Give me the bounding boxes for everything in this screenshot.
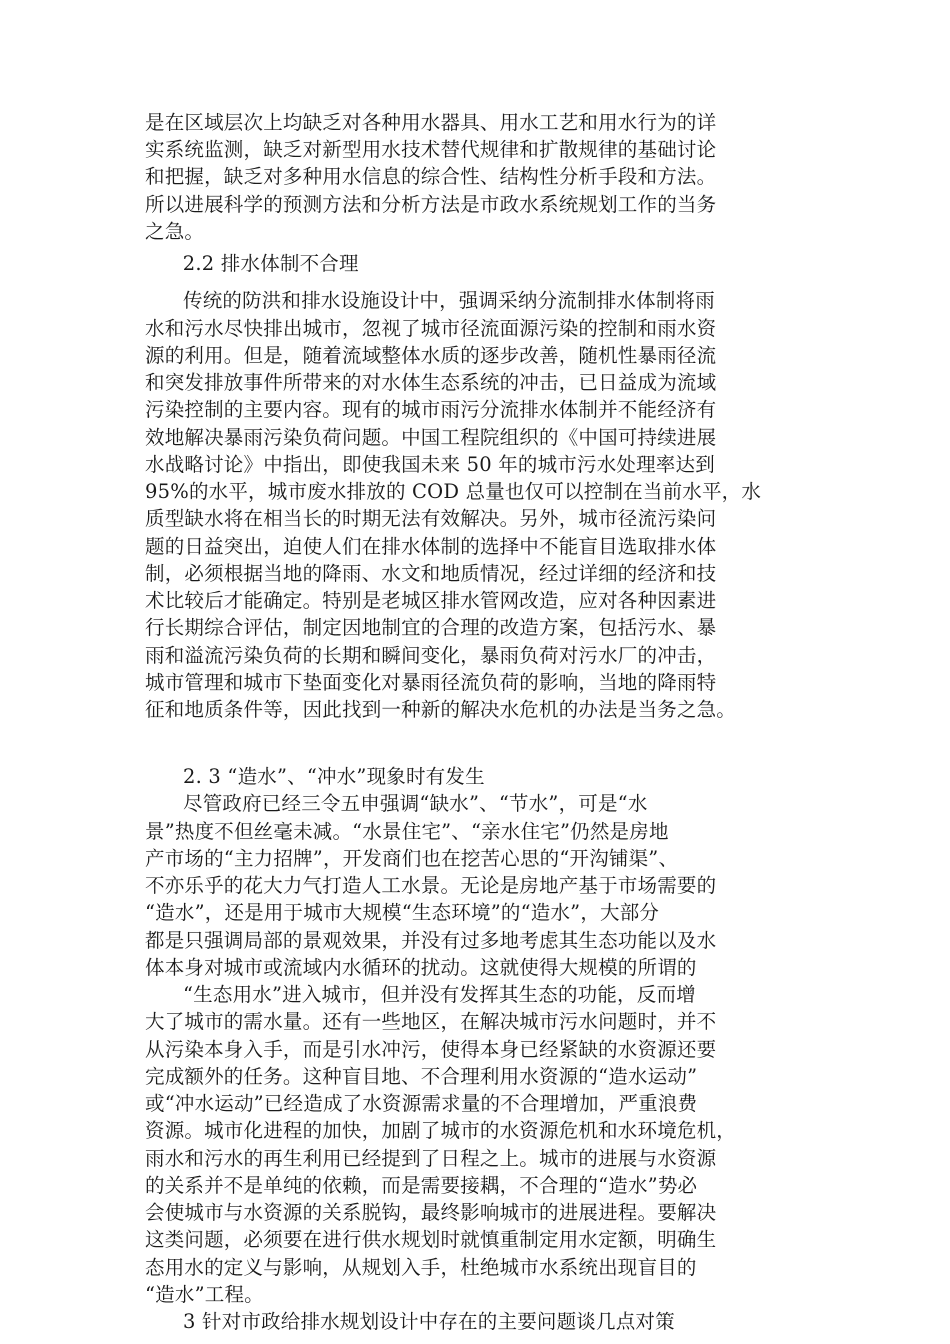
text-line: 体本身对城市或流域内水循环的扰动。这就使得大规模的所谓的: [145, 956, 697, 979]
text-line: 行长期综合评估，制定因地制宜的合理的改造方案，包括污水、暴: [145, 616, 717, 639]
text-line: 不亦乐乎的花大力气打造人工水景。无论是房地产基于市场需要的: [145, 874, 717, 897]
text-line: 都是只强调局部的景观效果，并没有过多地考虑其生态功能以及水: [145, 929, 717, 952]
text-line: 态用水的定义与影响，从规划入手，杜绝城市水系统出现盲目的: [145, 1256, 697, 1279]
text-line: “造水”工程。: [145, 1283, 264, 1306]
text-line: 城市管理和城市下垫面变化对暴雨径流负荷的影响，当地的降雨特: [145, 671, 717, 694]
text-line: 产市场的“主力招牌”，开发商们也在挖苦心思的“开沟铺渠”、: [145, 847, 679, 870]
section-heading: 2.2 排水体制不合理: [170, 252, 359, 275]
text-line: “造水”，还是用于城市大规模“生态环境”的“造水”，大部分: [145, 901, 660, 924]
text-line: 传统的防洪和排水设施设计中，强调采纳分流制排水体制将雨: [183, 289, 715, 312]
text-line: 水和污水尽快排出城市，忽视了城市径流面源污染的控制和雨水资: [145, 317, 717, 340]
text-line: 和突发排放事件所带来的对水体生态系统的冲击，已日益成为流域: [145, 371, 717, 394]
text-line: 污染控制的主要内容。现有的城市雨污分流排水体制并不能经济有: [145, 398, 717, 421]
text-line: 尽管政府已经三令五申强调“缺水”、“节水”，可是“水: [183, 792, 648, 815]
text-line: 之急。: [145, 220, 205, 243]
text-line: 效地解决暴雨污染负荷问题。中国工程院组织的《中国可持续进展: [145, 426, 717, 449]
text-line: 征和地质条件等，因此找到一种新的解决水危机的办法是当务之急。: [145, 698, 737, 721]
section-heading: 3 针对市政给排水规划设计中存在的主要问题谈几点对策: [183, 1310, 675, 1333]
text-line: 题的日益突出，迫使人们在排水体制的选择中不能盲目选取排水体: [145, 535, 717, 558]
text-line: 雨水和污水的再生利用已经提到了日程之上。城市的进展与水资源: [145, 1147, 717, 1170]
text-line: 资源。城市化进程的加快，加剧了城市的水资源危机和水环境危机，: [145, 1119, 737, 1142]
text-line: 实系统监测，缺乏对新型用水技术替代规律和扩散规律的基础讨论: [145, 138, 717, 161]
text-line: 或“冲水运动”已经造成了水资源需求量的不合理增加，严重浪费: [145, 1092, 698, 1115]
text-line: 是在区域层次上均缺乏对各种用水器具、用水工艺和用水行为的详: [145, 111, 717, 134]
text-line: 完成额外的任务。这种盲目地、不合理利用水资源的“造水运动”: [145, 1065, 698, 1088]
text-line: 所以进展科学的预测方法和分析方法是市政水系统规划工作的当务: [145, 193, 717, 216]
text-line: 质型缺水将在相当长的时期无法有效解决。另外，城市径流污染问: [145, 507, 717, 530]
text-line: 源的利用。但是，随着流域整体水质的逐步改善，随机性暴雨径流: [145, 344, 717, 367]
text-line: 和把握，缺乏对多种用水信息的综合性、结构性分析手段和方法。: [145, 165, 717, 188]
text-line: 景”热度不但丝毫未减。“水景住宅”、“亲水住宅”仍然是房地: [145, 820, 669, 843]
text-line: 大了城市的需水量。还有一些地区，在解决城市污水问题时，并不: [145, 1010, 717, 1033]
text-line: 95%的水平，城市废水排放的 COD 总量也仅可以控制在当前水平，水: [145, 480, 762, 503]
text-line: 术比较后才能确定。特别是老城区排水管网改造，应对各种因素进: [145, 589, 717, 612]
text-line: 的关系并不是单纯的依赖，而是需要接耦，不合理的“造水”势必: [145, 1174, 698, 1197]
text-line: 从污染本身入手，而是引水冲污，使得本身已经紧缺的水资源还要: [145, 1038, 717, 1061]
section-heading: 2. 3 “造水”、“冲水”现象时有发生: [183, 765, 485, 788]
text-line: 会使城市与水资源的关系脱钩，最终影响城市的进展进程。要解决: [145, 1201, 717, 1224]
text-line: 水战略讨论》中指出，即使我国未来 50 年的城市污水处理率达到: [145, 453, 715, 476]
text-line: 雨和溢流污染负荷的长期和瞬间变化，暴雨负荷对污水厂的冲击，: [145, 644, 717, 667]
text-line: “生态用水”进入城市，但并没有发挥其生态的功能，反而增: [183, 983, 696, 1006]
text-line: 这类问题，必须要在进行供水规划时就慎重制定用水定额，明确生: [145, 1228, 717, 1251]
text-line: 制，必须根据当地的降雨、水文和地质情况，经过详细的经济和技: [145, 562, 717, 585]
